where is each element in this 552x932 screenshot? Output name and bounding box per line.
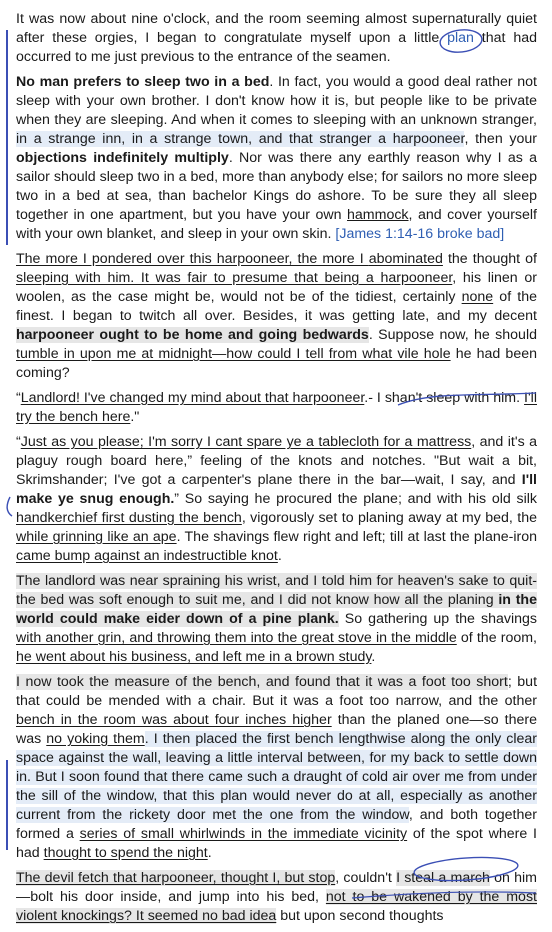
p8-text-2: on him—bolt his door inside, and jump into his bed,: [16, 870, 537, 905]
p2-text-2: , then your: [464, 131, 537, 147]
p8-underline-1: The devil fetch that harpooneer, thought I, but stop: [16, 870, 336, 886]
p8-steal-march: I steal a march: [396, 870, 490, 886]
p8-text: , couldn't: [335, 870, 397, 886]
p2-text-4: , and cover yourself with your own blanket, and sleep in your own skin.: [16, 207, 537, 242]
p6-text-2: of the room,: [456, 630, 537, 646]
paragraph-4: [16, 389, 537, 427]
p5-underline-2: handkerchief first dusting the bench: [16, 510, 242, 526]
paragraph-2: [16, 73, 537, 244]
paragraph-8: [16, 869, 537, 926]
p7-text-end: .: [207, 845, 212, 861]
p5-underline-3: while grinning like an ape: [16, 529, 177, 545]
p8-underline-2: not to be wakened by the most violent knockings? It seemed no bad idea: [16, 889, 537, 924]
p5-text-2: ” So saying he procured the plane; and with his old silk: [174, 491, 537, 507]
p5-bold: I'll make ye snug enough.: [16, 472, 537, 507]
scripture-reference[interactable]: [James 1:14-16 broke bad]: [335, 226, 505, 242]
document-page: [16, 10, 537, 932]
p3-text-3: of the finest. I began to twitch all over. Besides, it was getting late, and my decent: [16, 289, 537, 324]
p6-highlight: The landlord was near spraining his wrist, and I told him for heaven's sake to quit-the bed was soft enough to suit me, and I did not know how all the planing: [16, 573, 537, 608]
p6-underline-1: with another grin, and throwing them into the great stove in the middle: [16, 630, 457, 646]
p3-underline-1: The more I pondered over this harpooneer, the more I: [16, 251, 369, 267]
p3-bold-highlight: harpooneer ought to be home and going bedwards: [16, 327, 369, 343]
margin-bar-2: [6, 760, 8, 850]
p5-quote: “: [16, 434, 21, 450]
p7-text-4: of the spot where I had: [16, 826, 538, 861]
p4-underline-2: I'll try the bench here: [16, 390, 537, 425]
handkerchief-bracket-mark: [7, 497, 12, 516]
p7-text-3: , and both together formed a: [16, 807, 537, 842]
p7-highlight-2: . I then placed the first bench lengthwise along the only clear space against the wall, leaving a little interval between, for my back to settle down in. But I soon found that there came such a draught of cold air over me from under the sill of the window, that this plan would never do at all, especially as another current from the rickety door met the one from the window: [16, 731, 538, 823]
p1-text: It was now about nine o'clock, and the room seeming almost supernaturally quiet after these orgies, I began to congratulate myself upon a little: [16, 11, 537, 46]
p2-text-3: . Nor was there any earthly reason why I as a sailor should sleep two in a bed, more than anybody else; for sailors no more sleep two in a bed at sea, than bachelor Kings do ashore. To be sure they all sleep together in one apartment, but you have your own: [16, 150, 537, 223]
p7-text-2: than the planed one—so there was: [16, 712, 537, 747]
p1-text-end: that had occurred to me just previous to the entrance of the seamen.: [16, 30, 537, 65]
p6-bold-highlight: in the world could make eider down of a pine plank.: [16, 592, 537, 627]
p4-text: .- I shan't sleep with him.: [364, 390, 525, 406]
p3-underline-2: sleeping with him. It was fair to presume that being a harpooneer: [16, 270, 453, 286]
paragraph-1: [16, 10, 537, 67]
p2-text: . In fact, you would a good deal rather not sleep with your own brother. I don't know how it is, but people like to be private when they are sleeping. And when it comes to sleeping with an unknown stranger,: [16, 74, 537, 128]
p5-text-4: . The shavings flew right and left; till at last the plane-iron: [176, 529, 537, 545]
paragraph-7: [16, 673, 537, 863]
p6-text: So gathering up the shavings: [338, 611, 537, 627]
p5-underline-4: came bump against an indestructible knot: [16, 548, 278, 564]
p3-abominated: abominated: [368, 251, 443, 267]
p3-text-4: . Suppose now, he should: [368, 327, 537, 343]
paragraph-6: [16, 572, 537, 667]
p7-underline-4: thought to spend the night: [43, 845, 208, 861]
margin-bar-1: [6, 30, 8, 245]
p7-text: ; but that could be mended with a chair. But it was a foot too narrow, and the other: [16, 674, 538, 709]
p2-highlight-inn: in a strange inn, in a strange town, and that stranger a harpooneer: [16, 131, 465, 147]
paragraph-5: [16, 433, 537, 566]
p2-bold-lead: No man prefers to sleep two in a bed: [16, 74, 270, 90]
p3-underline-3: tumble in upon me at midnight—how could I tell from what vile hole: [16, 346, 451, 362]
p8-text-end: but upon second thoughts: [276, 908, 444, 924]
p5-text-end: .: [277, 548, 282, 564]
p3-text-2: , his linen or woolen, as the case might be, would not be of the tidiest, certainly: [16, 270, 537, 305]
p7-underline-2: no yoking them: [46, 731, 145, 747]
p7-highlight-1: I now took the measure of the bench, and found that it was a foot too short: [16, 674, 508, 690]
p4-text-end: .": [130, 409, 140, 425]
p6-underline-2: he went about his business, and left me in a brown study: [16, 649, 372, 665]
p4-quote: “: [16, 390, 21, 406]
p4-underline-1: Landlord! I've changed my mind about that harpooneer: [20, 390, 365, 406]
plan-word: plan: [447, 30, 474, 46]
p7-underline-3: series of small whirlwinds in the immediate vicinity: [79, 826, 408, 842]
p6-text-end: .: [371, 649, 376, 665]
p2-hammock: hammock: [347, 207, 409, 223]
p2-bold-objections: objections indefinitely multiply: [16, 150, 229, 166]
paragraph-3: [16, 250, 537, 383]
p3-text: the thought of: [442, 251, 538, 267]
p3-text-5: he had been coming?: [16, 346, 537, 381]
p5-text-3: , vigorously set to planing away at my bed, the: [241, 510, 537, 526]
p5-text: , and it's a plaguy rough board here,” feeling of the knots and notches. "But wait a bit, Skrimshander; I've got a carpenter's plane there in the bar—wait, I say, and: [16, 434, 537, 488]
p5-underline-1: Just as you please; I'm sorry I cant spare ye a tablecloth for a mattress: [20, 434, 472, 450]
p3-none: none: [461, 289, 494, 305]
p7-underline-1: bench in the room was about four inches higher: [16, 712, 332, 728]
